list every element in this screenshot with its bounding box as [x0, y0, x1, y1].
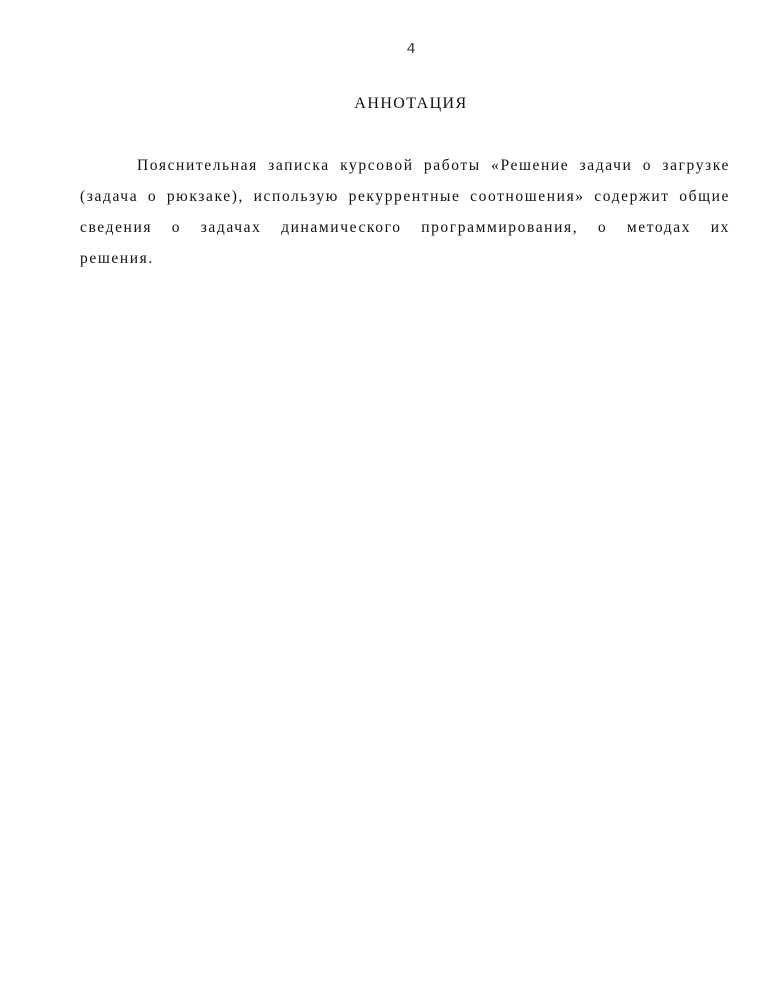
annotation-paragraph: Пояснительная записка курсовой работы «Решение задачи о загрузке (задача о рюкзаке), использую рекуррентные соотношения» содержит общие сведения о задачах динамического программирования, о методах их решения.: [80, 157, 730, 267]
page-number: 4: [406, 41, 416, 58]
section-heading: АННОТАЦИЯ: [354, 95, 468, 112]
